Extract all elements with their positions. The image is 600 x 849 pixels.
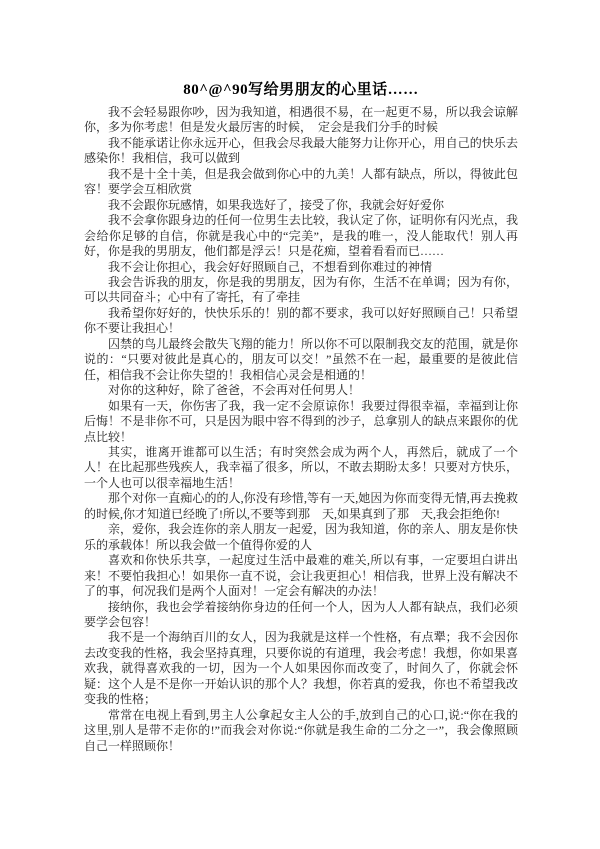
paragraph: 常常在电视上看到,男主人公拿起女主人公的手,放到自己的心口,说:“你在我的这里,别人是带不走你的!”而我会对你说:“你就是我生命的二分之一”，我会像照顾自己一样照顾你！ xyxy=(84,707,518,753)
paragraph: 我不是一个海纳百川的女人，因为我就是这样一个性格，有点犟；我不会因你去改变我的性格，我会坚持真理，只要你说的有道理，我会考虑！我想，你如果喜欢我，就得喜欢我的一切，因为一个人如果因你而改变了，时间久了，你就会怀疑：这个人是不是你一开始认识的那个人？我想，你若真的爱我，你也不希望我改变我的性格； xyxy=(84,630,518,707)
paragraph: 我会告诉我的朋友，你是我的男朋友，因为有你，生活不在单调；因为有你，可以共同奋斗；心中有了寄托，有了牵挂 xyxy=(84,274,518,305)
paragraph: 我不会拿你跟身边的任何一位男生去比较，我认定了你，证明你有闪光点，我会给你足够的自信，你就是我心中的“完美”，是我的唯一，没人能取代！别人再好，你是我的男朋友，他们都是浮云！只是花痴，望着看看而已…… xyxy=(84,213,518,259)
paragraph: 我不会跟你玩感情，如果我选好了，接受了你，我就会好好爱你 xyxy=(108,197,445,212)
document-title: 80^@^90写给男朋友的心里话…… xyxy=(183,82,419,98)
paragraph: 喜欢和你快乐共享，一起度过生活中最难的难关,所以有事，一定要坦白讲出来！不要怕我担心！如果你一直不说，会让我更担心！相信我，世界上没有解决不了的事，何况我们是两个人面对！一定会有解决的办法！ xyxy=(84,553,518,599)
paragraph: 那个对你一直痴心的的人,你没有珍惜,等有一天,她因为你而变得无情,再去挽救的时候,你才知道已经晚了!所以,不要等到那 天,如果真到了那 天,我会拒绝你! xyxy=(84,491,518,521)
paragraph: 对你的这种好，除了爸爸，不会再对任何男人！ xyxy=(108,383,361,398)
paragraph: 我希望你好好的，快快乐乐的！别的都不要求，我可以好好照顾自己！只希望你不要让我担心！ xyxy=(84,305,518,336)
paragraph: 如果有一天，你伤害了我，我一定不会原谅你！我要过得很幸福，幸福到让你后悔！不是非你不可，只是因为眼中容不得到的沙子，总拿别人的缺点来跟你的优点比较！ xyxy=(84,398,518,444)
paragraph: 我不能承诺让你永远开心，但我会尽我最大能努力让你开心，用自己的快乐去感染你！我相信，我可以做到 xyxy=(84,135,518,166)
paragraph: 我不会轻易跟你吵，因为我知道，相遇很不易，在一起更不易，所以我会谅解你，多为你考虑！但是发火最厉害的时候， 定会是我们分手的时候 xyxy=(84,105,518,135)
paragraph: 亲，爱你，我会连你的亲人朋友一起爱，因为我知道，你的亲人、朋友是你快乐的承载体！所以我会做一个值得你爱的人 xyxy=(84,522,518,552)
paragraph: 接纳你，我也会学着接纳你身边的任何一个人，因为人人都有缺点，我们必须要学会包容！ xyxy=(84,599,518,629)
paragraph: 囚禁的鸟儿最终会散失飞翔的能力！所以你不可以限制我交友的范围，就是你说的：“只要对彼此是真心的，朋友可以交！”虽然不在一起，最重要的是彼此信任，相信我不会让你失望的！我相信心灵会是相通的！ xyxy=(84,336,518,382)
paragraph: 我不是十全十美，但是我会做到你心中的九美！人都有缺点，所以，得彼此包容！要学会互相欣赏 xyxy=(84,166,518,197)
paragraph: 我不会让你担心，我会好好照顾自己，不想看到你难过的神情 xyxy=(108,259,433,274)
paragraph: 其实，谁离开谁都可以生活；有时突然会成为两个人，再然后，就成了一个人！在比起那些残疾人，我幸福了很多，所以，不敢去期盼太多！只要对方快乐，一个人也可以很幸福地生活！ xyxy=(84,444,518,490)
